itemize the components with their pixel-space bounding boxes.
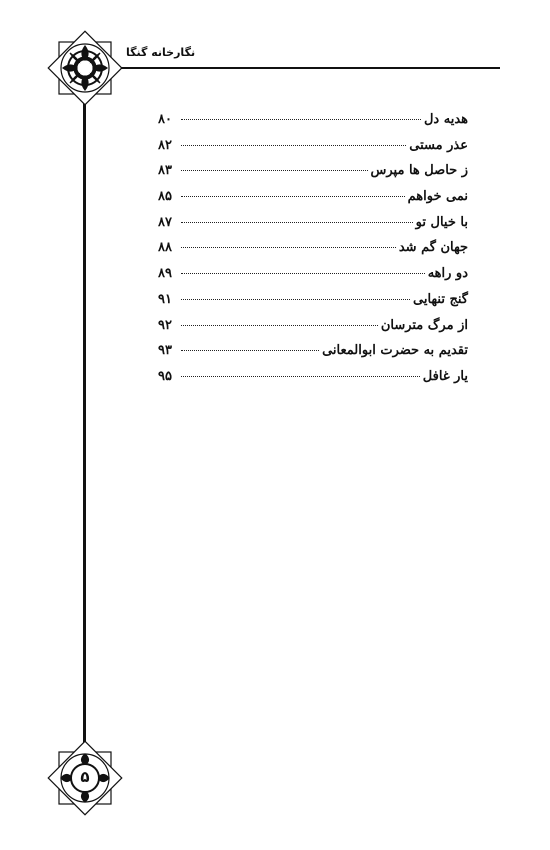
toc-entry[interactable] — [158, 240, 468, 266]
toc-entry-page: ۸۹ — [158, 266, 172, 282]
toc-leader-dots — [181, 325, 378, 326]
toc-entry-title: یار غافل — [422, 368, 468, 384]
toc-leader-dots — [181, 119, 421, 120]
toc-entry-page: ۸۰ — [158, 112, 172, 127]
table-of-contents — [158, 112, 468, 395]
toc-leader-dots — [181, 299, 410, 300]
toc-entry-title: هدیه دل — [423, 112, 468, 127]
toc-entry-title: ز حاصل ها مپرس — [370, 163, 468, 179]
toc-entry-page: ۸۲ — [158, 137, 172, 153]
toc-entry[interactable] — [158, 189, 468, 215]
toc-entry[interactable] — [158, 369, 468, 395]
toc-entry-page: ۹۲ — [158, 317, 172, 333]
toc-entry-title: دو راهه — [427, 266, 468, 282]
toc-entry-title: جهان گم شد — [398, 240, 468, 256]
toc-entry-title: از مرگ مترسان — [380, 317, 468, 333]
toc-entry[interactable] — [158, 266, 468, 292]
toc-leader-dots — [181, 273, 425, 274]
running-header-title: نگارخانه گنگا — [126, 46, 196, 59]
toc-entry[interactable] — [158, 112, 468, 138]
toc-entry-page: ۹۳ — [158, 343, 172, 359]
toc-entry-page: ۸۳ — [158, 163, 172, 179]
toc-entry-page: ۸۷ — [158, 214, 172, 230]
toc-entry-page: ۹۵ — [158, 368, 172, 384]
toc-entry-page: ۹۱ — [158, 291, 172, 307]
toc-entry-page: ۸۸ — [158, 240, 172, 256]
page-number: ۵ — [80, 768, 90, 786]
toc-leader-dots — [181, 222, 413, 223]
side-rule — [83, 95, 86, 745]
toc-leader-dots — [181, 247, 396, 248]
header-rule — [85, 67, 500, 69]
toc-entry-title: تقدیم به حضرت ابوالمعانی — [322, 343, 468, 359]
toc-entry-title: با خیال تو — [415, 214, 468, 230]
toc-leader-dots — [181, 170, 368, 171]
toc-leader-dots — [181, 196, 405, 197]
toc-entry-title: گنج تنهایی — [413, 291, 468, 307]
toc-entry[interactable] — [158, 163, 468, 189]
toc-entry[interactable] — [158, 318, 468, 344]
toc-entry[interactable] — [158, 343, 468, 369]
toc-leader-dots — [181, 376, 420, 377]
toc-leader-dots — [181, 145, 406, 146]
toc-entry[interactable] — [158, 292, 468, 318]
toc-entry[interactable] — [158, 215, 468, 241]
top-ornament-icon — [45, 28, 125, 108]
toc-entry-title: نمی خواهم — [407, 189, 468, 205]
toc-entry-page: ۸۵ — [158, 189, 172, 205]
toc-leader-dots — [181, 350, 319, 351]
toc-entry-title: عذر مستی — [409, 137, 468, 153]
toc-entry[interactable] — [158, 138, 468, 164]
